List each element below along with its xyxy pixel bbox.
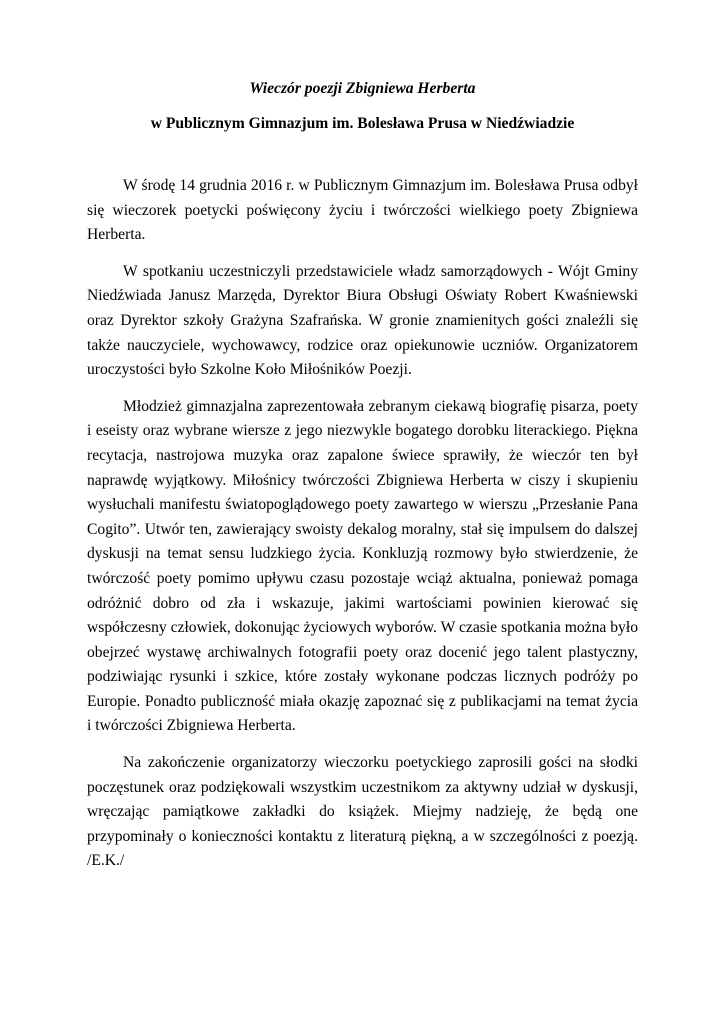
document-subtitle: w Publicznym Gimnazjum im. Bolesława Prusa w Niedźwiadzie [150,115,575,132]
paragraph-closing: Na zakończenie organizatorzy wieczorku poetyckiego zaprosili gości na słodki poczęstunek oraz podziękowali wszystkim uczestnikom za aktywny udział w dyskusji, wręczając pamiątkowe zakładki do książek. Miejmy nadzieję, że będą one przypominały o konieczności kontaktu z literaturą piękną, a w szczególności z poezją. /E.K./ [87,754,638,870]
paragraph-program: Młodzież gimnazjalna zaprezentowała zebranym ciekawą biografię pisarza, poety i eseisty oraz wybrane wiersze z jego niezwykle bogatego dorobku literackiego. Piękna recytacja, nastrojowa muzyka oraz zapalone świece sprawiły, że wieczór ten był naprawdę wyjątkowy. Miłośnicy twórczości Zbigniewa Herberta w ciszy i skupieniu wysłuchali manifestu światopoglądowego poety zawartego w wierszu „Przesłanie Pana Cogito”. Utwór ten, zawierający swoisty dekalog moralny, stał się impulsem do dalszej dyskusji na temat sensu ludzkiego życia. Konkluzją rozmowy było stwierdzenie, że twórczość poety pomimo upływu czasu pozostaje wciąż aktualna, ponieważ pomaga odróżnić dobro od zła i wskazuje, jakimi wartościami powinien kierować się współczesny człowiek, dokonując życiowych wyborów. W czasie spotkania można było obejrzeć wystawę archiwalnych fotografii poety oraz docenić jego talent plastyczny, podziwiając rysunki i szkice, które zostały wykonane podczas licznych podróży po Europie. Ponadto publiczność miała okazję zapoznać się z publikacjami na temat życia i twórczości Zbigniewa Herberta. [87,397,638,735]
paragraph-intro: W środę 14 grudnia 2016 r. w Publicznym Gimnazjum im. Bolesława Prusa odbył się wieczorek poetycki poświęcony życiu i twórczości wielkiego poety Zbigniewa Herberta. [87,177,638,244]
document-page [87,78,638,874]
document-title: Wieczór poezji Zbigniewa Herberta [249,80,476,97]
paragraph-guests: W spotkaniu uczestniczyli przedstawiciele władz samorządowych - Wójt Gminy Niedźwiada Janusz Marzęda, Dyrektor Biura Obsługi Oświaty Robert Kwaśniewski oraz Dyrektor szkoły Grażyna Szafrańska. W gronie znamienitych gości znaleźli się także nauczyciele, wychowawcy, rodzice oraz opiekunowie uczniów. Organizatorem uroczystości było Szkolne Koło Miłośników Poezji. [87,262,638,379]
